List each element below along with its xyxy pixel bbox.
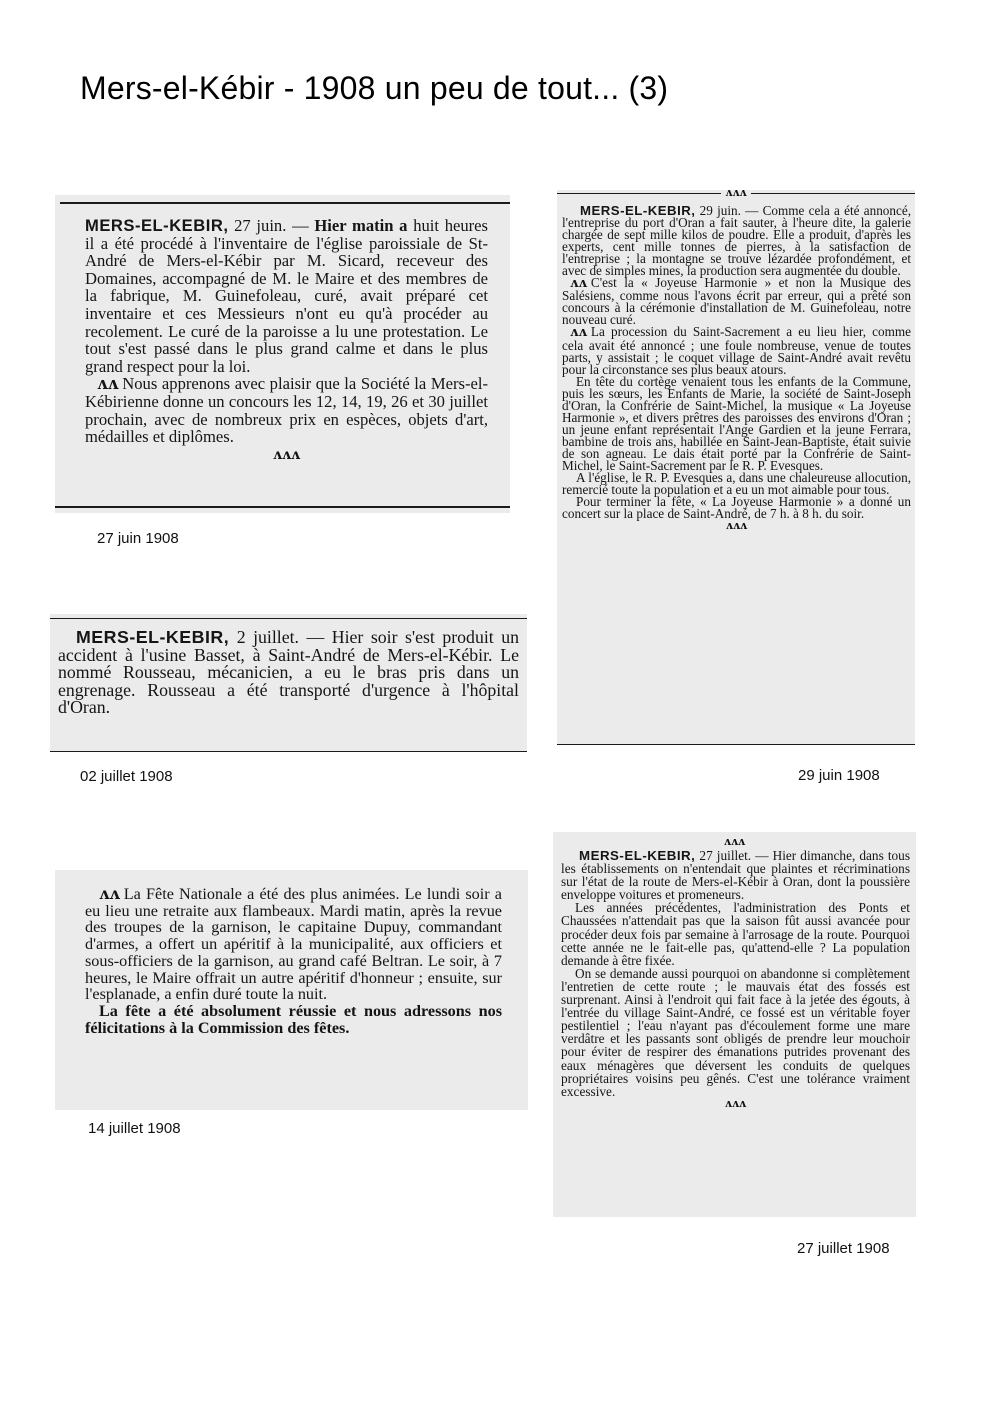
clipping-14-juillet xyxy=(55,870,528,1110)
article-text: Hier soir s'est produit un accident à l'usine Basset, à Saint-André de Mers-el-Kébir. Le nommé Rousseau, mécanicien, a eu le bras pris dans un engrenage. Rousseau a été transporté d'urgence à l'hôpital d'Oran. xyxy=(58,627,519,718)
paragraph-1: huit heures il a été procédé à l'inventaire de l'église paroissiale de St-André de Mers-el-Kébir par M. Sicard, receveur des Domaines, accompagné de M. le Maire et des membres de la fabrique, M. Guinefoleau, curé, avait préparé cet inventaire et ces Messieurs n'ont eu qu'à procéder au recolement. Le curé de la paroisse a lu une protestation. Le tout s'est passé dans le plus grand calme et dans le plus grand respect pour la loi. xyxy=(85,216,489,376)
paragraph-5: A l'église, le R. P. Evesques a, dans une chaleureuse allocution, remercié toute la population et a eu un mot aimable pour tous. xyxy=(562,470,911,498)
end-ornament: ʌʌʌ xyxy=(724,1096,747,1110)
paragraph-6: Pour terminer la fête, « La Joyeuse Harmonie » a donné un concert sur la place de Saint-André, de 7 h. à 8 h. du soir. xyxy=(562,494,911,522)
section-mark: ʌʌ xyxy=(570,325,587,341)
clipping-29-juin xyxy=(557,190,915,745)
paragraph-3: On se demande aussi pourquoi on abandonne si complètement l'entretien de cette route ; le mauvais état des fossés est surprenant. Ainsi à l'endroit qui fait face à la jetée des égouts, à l'entrée du village Saint-André, ce fossé est un véritable foyer pestilentiel ; l'eau n'ayant pas d'écoulement forme une mare verdâtre et les passants sont obligés de prendre leur mouchoir pour éviter de respirer des émanations putrides provenant des eaux ménagères que déversent les conduits de quelques propriétaires voisins peu gênés. C'est une tolérance vraiment excessive. xyxy=(561,965,910,1099)
caption-14-juillet: 14 juillet 1908 xyxy=(88,1120,181,1137)
article-headline: MERS-EL-KEBIR, xyxy=(76,627,230,647)
paragraph-2: Les années précédentes, l'administration des Ponts et Chaussées n'attendait pas que la saison fût aussi avancée pour procéder deux fois par semaine à l'arrosage de la route. Pourquoi cette année ne le fait-elle pas, qu'attend-elle ? La population demande à être fixée. xyxy=(561,900,910,968)
paragraph-1-text: La Fête Nationale a été des plus animées. Le lundi soir a eu lieu une retraite aux flambeaux. Mardi matin, après la revue des troupes de la garnison, le capitaine Dupuy, commandant d'armes, a offert un apéritif à la municipalité, aux officiers et sous-officiers de la garnison, au grand café Beltran. Le soir, à 7 heures, le Maire offrait un autre apéritif d'honneur ; ensuite, sur l'esplanade, a enfin duré toute la nuit. xyxy=(85,885,502,1004)
end-ornament: ʌʌʌ xyxy=(725,519,748,533)
page-title: Mers-el-Kébir - 1908 un peu de tout... (3) xyxy=(80,70,669,106)
end-ornament: ʌʌʌ xyxy=(273,446,300,463)
article-date: 29 juin. — xyxy=(695,203,763,218)
caption-02-juillet: 02 juillet 1908 xyxy=(80,768,173,785)
paragraph-1-text: Hier dimanche, dans tous les établissements on n'entendait que plaintes et récriminations sur l'état de la route de Mers-el-Kébir à Oran, dont la poussière enveloppe voitures et promeneurs. xyxy=(561,848,910,903)
section-mark: ʌʌ xyxy=(97,373,119,394)
top-ornament: ʌʌʌ xyxy=(557,190,915,198)
paragraph-3 xyxy=(562,326,911,375)
paragraph-3-text: La procession du Saint-Sacrement a eu lieu hier, comme cela avait été annoncé ; une foule nombreuse, venue de toutes parts, y assistait ; le coquet village de Saint-André avait revêtu pour la circonstance ses plus beaux atours. xyxy=(562,324,911,377)
paragraph-2: Nous apprenons avec plaisir que la Société la Mers-el-Kébirienne donne un concours les 12, 14, 19, 26 et 30 juillet prochain, avec de nombreux prix en espèces, objets d'art, médailles et diplômes. xyxy=(85,374,488,447)
article-date: 27 juin. — xyxy=(228,216,315,235)
article-body xyxy=(85,217,488,375)
article-headline: MERS-EL-KEBIR, xyxy=(579,848,696,863)
section-mark: ʌʌ xyxy=(570,276,587,292)
article-headline: MERS-EL-KEBIR, xyxy=(85,216,229,235)
article-body xyxy=(58,629,519,717)
article-date: 27 juillet. — xyxy=(695,848,773,863)
paragraph-2-text: C'est la « Joyeuse Harmonie » et non la Musique des Salésiens, comme nous l'avons écrit par erreur, qui a prêté son concours à la cérémonie d'installation de M. Guinefoleau, notre nouveau curé. xyxy=(562,275,911,328)
top-ornament: ʌʌʌ xyxy=(723,835,746,848)
paragraph-1-text: Comme cela a été annoncé, l'entreprise du port d'Oran a fait sauter, à l'heure dite, la galerie chargée de sept mille kilos de poudre. Elle a produit, d'après les experts, cent mille tonnes de pierres, à la satisfaction de l'entreprise ; la montagne se trouve lézardée profondément, et avec de simples mines, la production sera augmentée du double. xyxy=(562,203,911,279)
clipping-27-juillet xyxy=(553,832,916,1217)
paragraph-1 xyxy=(85,886,502,1003)
article-date: 2 juillet. — xyxy=(229,627,332,647)
clipping-02-juillet xyxy=(50,614,527,752)
clipping-27-juin xyxy=(55,195,510,513)
paragraph-2 xyxy=(562,277,911,326)
paragraph-2-wrap xyxy=(85,375,488,445)
paragraph-1 xyxy=(561,849,910,901)
bottom-rule xyxy=(557,744,915,745)
top-rule xyxy=(50,618,527,619)
bottom-rule xyxy=(50,751,527,752)
paragraph-1 xyxy=(562,205,911,277)
bottom-rule xyxy=(55,506,510,508)
paragraph-2: La fête a été absolument réussie et nous adressons nos félicitations à la Commission des fêtes. xyxy=(85,1001,502,1037)
paragraph-4: En tête du cortège venaient tous les enfants de la Commune, puis les sœurs, les Enfants de Marie, la société de Saint-Joseph d'Oran, la Confrérie de Saint-Michel, la musique « La Joyeuse Harmonie », et divers prêtres des paroisses des environs d'Oran ; un jeune enfant représentait l'Ange Gardien et la jeune Ferrara, bambine de trois ans, habillée en Saint-Jean-Baptiste, était suivie de son agneau. Le dais était porté par la Confrérie de Saint-Michel, le Saint-Sacrement par le R. P. Evesques. xyxy=(562,373,911,473)
section-mark: ʌʌ xyxy=(99,884,120,903)
article-lead: Hier matin a xyxy=(314,216,408,235)
caption-27-juillet: 27 juillet 1908 xyxy=(797,1240,890,1257)
top-rule xyxy=(60,202,510,204)
article-headline: MERS-EL-KEBIR, xyxy=(580,203,696,218)
caption-29-juin: 29 juin 1908 xyxy=(798,767,880,784)
caption-27-juin: 27 juin 1908 xyxy=(97,530,179,547)
